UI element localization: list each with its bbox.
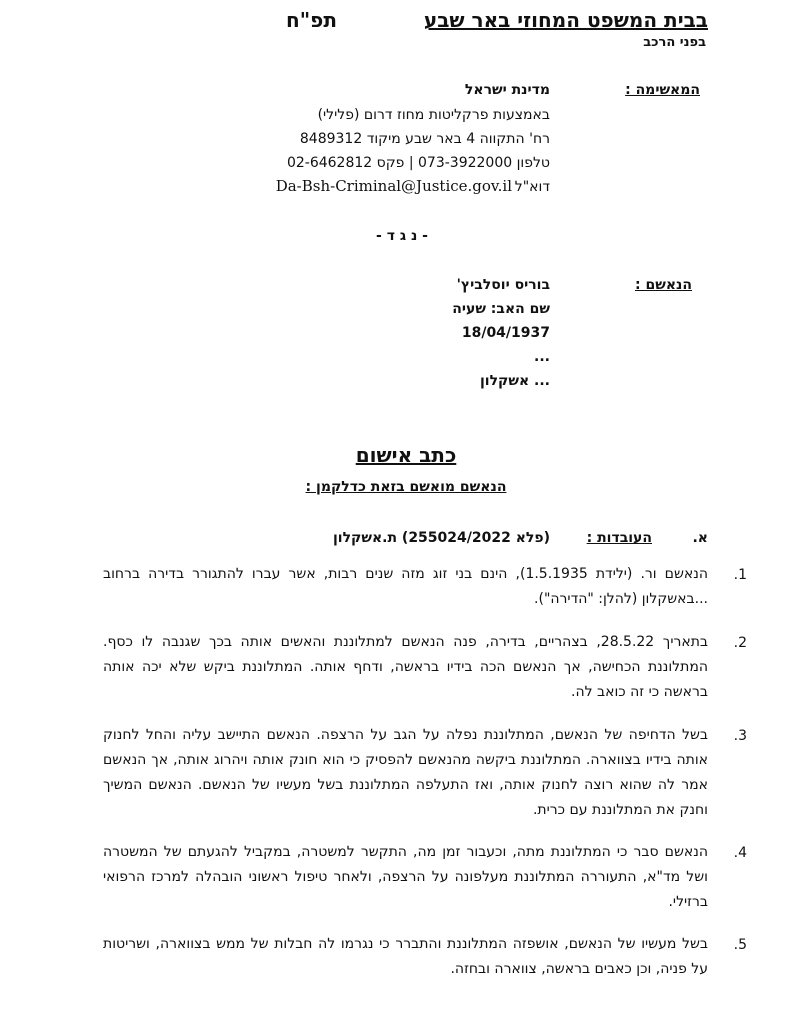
defendant-id: ... bbox=[534, 349, 550, 365]
paragraph-text: בשל מעשיו של הנאשם, אושפזה המתלוננת והתברר כי נגרמו לה חבלות של ממש בצווארה, ושריטות על פניה, וכן כאבים בראשה, צווארה ובחזה. bbox=[103, 936, 708, 977]
court-name: בבית המשפט המחוזי באר שבע bbox=[423, 8, 708, 32]
paragraph-number: 5. bbox=[733, 937, 747, 953]
paragraph-number: 2. bbox=[733, 635, 747, 651]
prosecutor-office: באמצעות פרקליטות מחוז דרום (פלילי) bbox=[317, 107, 550, 123]
document-title: כתב אישום bbox=[355, 443, 457, 467]
defendant-name: בוריס יוסלביץ' bbox=[456, 277, 550, 293]
document-subtitle: הנאשם מואשם בזאת כדלקמן : bbox=[305, 479, 507, 495]
section-ref: (פלא 255024/2022) ת.אשקלון bbox=[332, 530, 550, 546]
paragraph-text: בתאריך 28.5.22, בצהריים, בדירה, פנה הנאשם למתלוננת והאשים אותה בכך שגנבה לו כסף. המתלוננת הכחישה, אך הנאשם הכה בידיו בראשה, ודחף אותה. המתלוננת ביקש שלא יכה אותה בראשה כי זה כואב לה. bbox=[103, 634, 709, 700]
case-number: תפ"ח bbox=[286, 8, 337, 32]
section-label: העובדות : bbox=[586, 530, 652, 546]
prosecutor-email: Da-Bsh-Criminal@Justice.gov.il bbox=[275, 177, 512, 195]
prosecutor-name: מדינת ישראל bbox=[464, 82, 550, 98]
paragraph-text: הנאשם ור. (ילידת 1.5.1935), הינם בני זוג מזה שנים רבות, אשר עברו להתגורר בדירה ברחוב ...באשקלון (להלן: "הדירה"). bbox=[103, 566, 708, 607]
prosecutor-address: רח' התקווה 4 באר שבע מיקוד 8489312 bbox=[299, 131, 550, 147]
defendant-father: שם האב: שעיה bbox=[452, 301, 550, 317]
defendant-city: ... אשקלון bbox=[479, 373, 550, 389]
paragraph-number: 3. bbox=[733, 728, 747, 744]
paragraph-number: 1. bbox=[733, 567, 747, 583]
paragraph-text: בשל הדחיפה של הנאשם, המתלוננת נפלה על הגב על הרצפה. הנאשם התיישב עליה והחל לחנוק אותה בידיו בצווארה. המתלוננת ביקשה מהנאשם להפסיק כי הוא חונק אותה ויהרוג אותה, אך הנאשם אמר לה שהוא רוצה לחנוק אותה, ואז התעלפה המתלוננת בשל מעשיו של הנאשם. הנאשם המשיך וחנק את המתלוננת עם כרית. bbox=[103, 727, 708, 818]
section-letter: א. bbox=[692, 530, 708, 546]
defendant-birthdate: 18/04/1937 bbox=[461, 325, 550, 341]
paragraph-text: הנאשם סבר כי המתלוננת מתה, וכעבור זמן מה, התקשר למשטרה, במקביל להגעתם של המשטרה ושל מד"א, התעוררה המתלוננת מעלפונה על הרצפה, ולאחר טיפול ראשוני הובהלה למרכז הרפואי ברזילי. bbox=[103, 844, 708, 910]
paragraph-number: 4. bbox=[733, 845, 747, 861]
prosecutor-label: המאשימה : bbox=[625, 82, 700, 98]
versus-divider: - נ ג ד - bbox=[376, 228, 428, 244]
defendant-label: הנאשם : bbox=[635, 277, 692, 293]
prosecutor-phone: טלפון 073-3922000 | פקס 02-6462812 bbox=[286, 155, 550, 171]
panel-note: בפני הרכב bbox=[643, 35, 706, 50]
prosecutor-email-label: דוא"ל bbox=[514, 179, 550, 195]
